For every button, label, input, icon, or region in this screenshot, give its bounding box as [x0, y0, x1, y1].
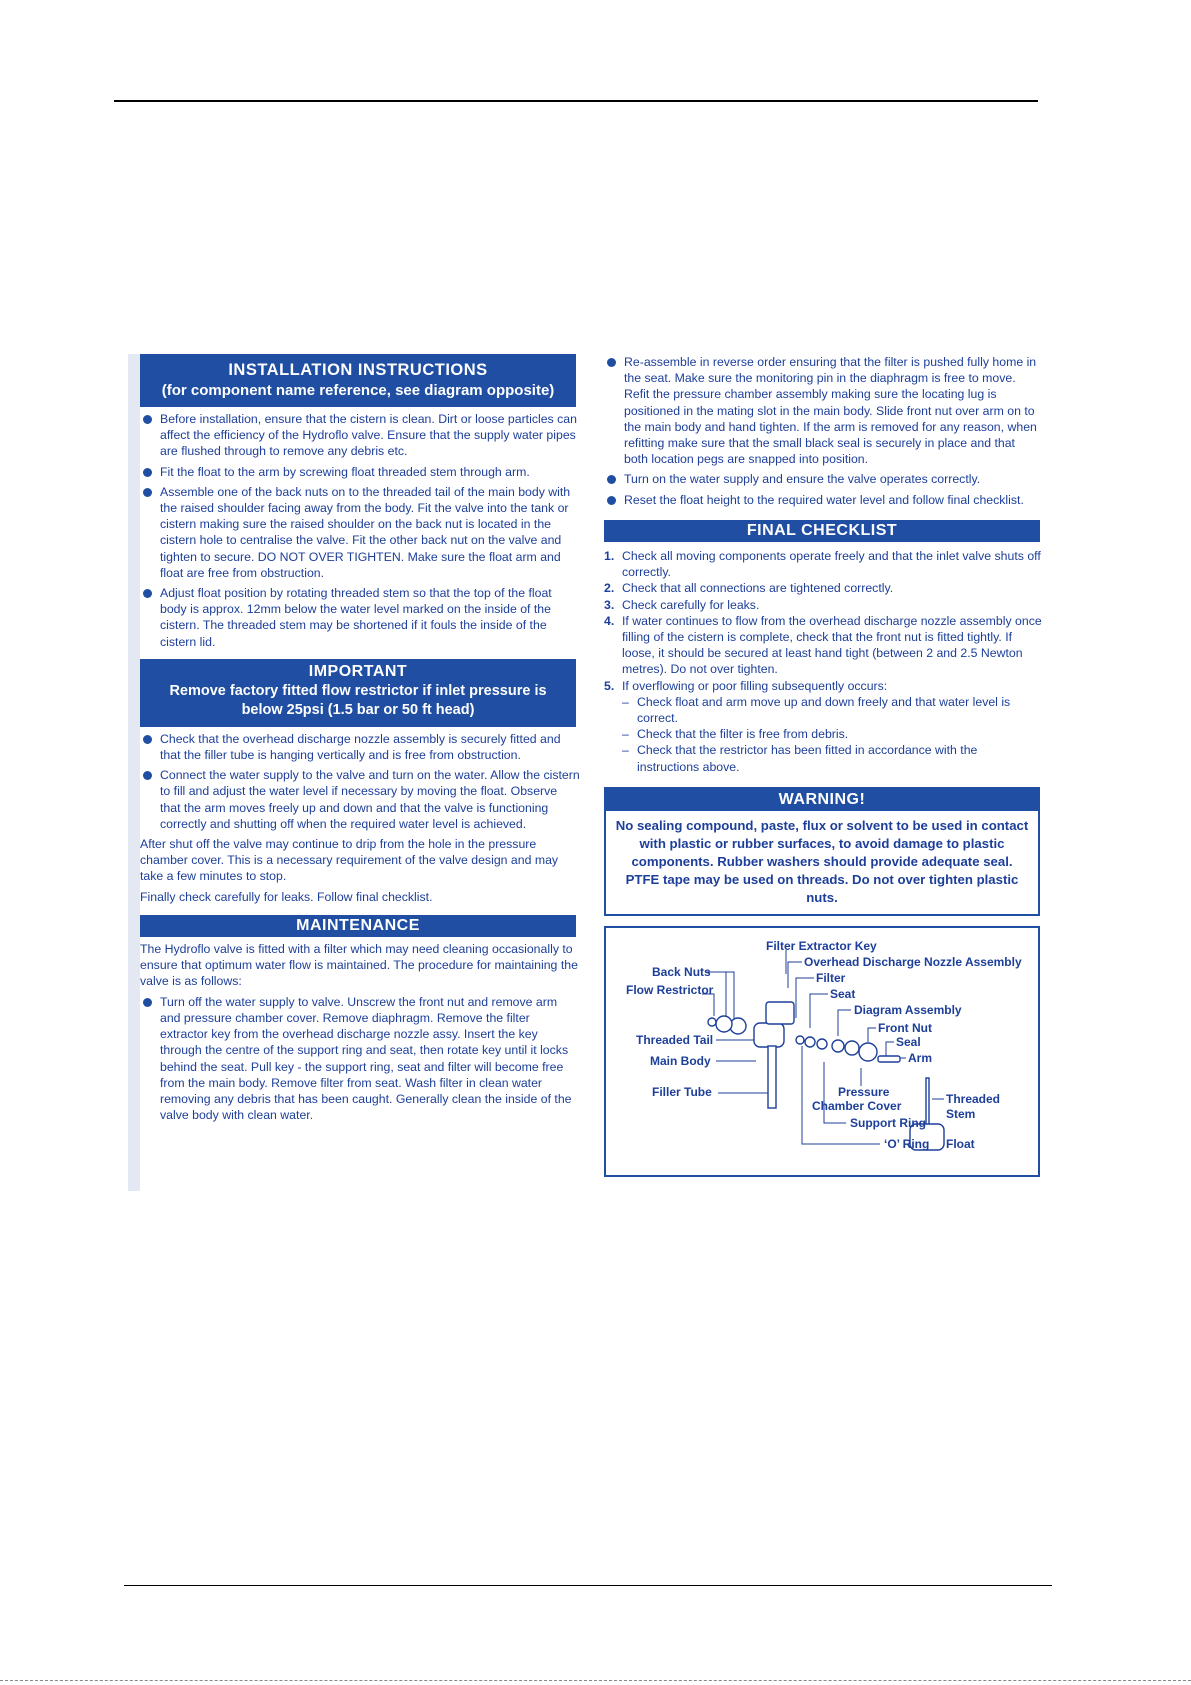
label-seat: Seat: [830, 987, 856, 1002]
installation-subtitle: (for component name reference, see diagram opposite): [161, 382, 555, 399]
seat-shape: [805, 1037, 815, 1047]
final-checklist-title: FINAL CHECKLIST: [746, 521, 898, 539]
list-item: Adjust float position by rotating threaded stem so that the top of the float body is approx. 12mm below the water level marked on the inside of the cistern. The threaded stem may be shortened if it fouls the inside of the cistern lid.: [140, 585, 580, 650]
warning-title: WARNING!: [778, 790, 866, 808]
drip-note: After shut off the valve may continue to drip from the hole in the pressure chamber cover. This is a necessary requirement of the valve design and may take a few minutes to stop.: [140, 837, 559, 884]
label-threaded-tail: Threaded Tail: [636, 1033, 714, 1048]
label-filter-extractor-key: Filter Extractor Key: [766, 939, 877, 954]
final-checklist-banner: [604, 520, 1040, 542]
label-diagram-assembly: Diagram Assembly: [854, 1003, 962, 1018]
label-flow-restrictor: Flow Restrictor: [626, 983, 714, 998]
component-diagram: [604, 926, 1040, 1177]
label-overhead-discharge: Overhead Discharge Nozzle Assembly: [804, 955, 1022, 970]
installation-title: INSTALLATION INSTRUCTIONS: [228, 361, 488, 379]
list-item: Reset the float height to the required water level and follow final checklist.: [604, 492, 1042, 508]
checklist-sub-item: – Check that the restrictor has been fitted in accordance with the instructions above.: [622, 742, 1042, 774]
list-item: Re-assemble in reverse order ensuring that the filter is pushed fully home in the seat. Make sure the monitoring pin in the diaphragm is free to move. Refit the pressure chamber assembly making sure the locating lug is positioned in the mating slot in the main body. Slide front nut over arm on to the main body and hand tighten. If the arm is removed for any reason, when refitting make sure that the small black seal is securely in place and that both location pegs are snapped into position.: [604, 354, 1042, 467]
leader-line: [838, 1010, 851, 1036]
label-support-ring: Support Ring: [850, 1116, 926, 1131]
checklist-item: 3. Check carefully for leaks.: [604, 597, 760, 612]
page-edge-rule: [0, 1680, 1191, 1681]
right-column: [604, 354, 1042, 1177]
checklist-item: 2. Check that all connections are tightened correctly.: [604, 581, 894, 596]
arm-shape: [878, 1056, 900, 1062]
important-line-1: Remove factory fitted flow restrictor if inlet pressure is: [169, 682, 547, 699]
important-banner: [140, 659, 576, 727]
checklist-sub-item: – Check float and arm move up and down freely and that water level is correct.: [622, 694, 1042, 726]
label-threaded: Threaded: [946, 1092, 1001, 1107]
list-item: Connect the water supply to the valve and turn on the water. Allow the cistern to fill and adjust the water level if necessary by moving the float. Observe that the arm moves freely up and down and that the valve is functioning correctly and shutting off when the required water level is achieved.: [140, 767, 580, 832]
label-filler-tube: Filler Tube: [652, 1085, 712, 1100]
warning-box: [604, 787, 1040, 916]
leak-note: Finally check carefully for leaks. Follow final checklist.: [140, 889, 433, 904]
maintenance-continued-list: [604, 354, 1042, 508]
maintenance-list: [128, 994, 580, 1124]
component-diagram-svg: [606, 928, 1038, 1175]
maintenance-title: MAINTENANCE: [296, 916, 420, 934]
leader-line: [702, 994, 714, 1016]
list-item: Before installation, ensure that the cistern is clean. Dirt or loose particles can affect the efficiency of the Hydroflo valve. Ensure that the supply water pipes are flushed through to remove any debris etc.: [140, 411, 580, 460]
label-stem: Stem: [946, 1107, 976, 1122]
list-item: Turn off the water supply to valve. Unscrew the front nut and remove arm and pressure chamber cover. Remove diaphragm. Remove the filter extractor key from the overhead discharge nozzle assy. Insert the key through the centre of the support ring and seat, then rotate key until it locks behind the seat. Pull key - the support ring, seat and filter will become free from the main body. Remove filter from seat. Wash filter in clean water removing any debris that has been caught. Generally clean the inside of the valve body with clean water.: [140, 994, 580, 1124]
label-float: Float: [946, 1137, 975, 1152]
checklist-item: 1. Check all moving components operate freely and that the inlet valve shuts off correctly.: [604, 549, 1041, 580]
list-item: Turn on the water supply and ensure the valve operates correctly.: [604, 471, 1042, 487]
front-nut-shape: [859, 1043, 877, 1061]
final-checklist-list: [604, 548, 1042, 775]
list-item: Check that the overhead discharge nozzle assembly is securely fitted and that the filler tube is hanging vertically and is free from obstruction.: [140, 731, 580, 763]
label-filter: Filter: [816, 971, 846, 986]
nozzle-assembly-shape: [766, 1002, 794, 1024]
checklist-sub-item: – Check that the filter is free from debris.: [622, 726, 1042, 742]
leader-line: [868, 1028, 876, 1042]
installation-banner: [140, 354, 576, 407]
leader-line: [886, 1042, 894, 1056]
list-item: Assemble one of the back nuts on to the threaded tail of the main body with the raised shoulder facing away from the body. Fit the valve into the tank or cistern making sure the raised shoulder on the back nut is located in the cistern hole to centralise the valve. Fit the other back nut on the valve and tighten to secure. DO NOT OVER TIGHTEN. Make sure the float arm and float are free from obstruction.: [140, 484, 580, 581]
label-back-nuts: Back Nuts: [652, 965, 711, 980]
important-list: [128, 731, 580, 832]
installation-list: [128, 411, 580, 650]
diaphragm-shape: [832, 1040, 844, 1052]
flow-restrictor-shape: [708, 1018, 716, 1026]
maintenance-intro: The Hydroflo valve is fitted with a filter which may need cleaning occasionally to ensure that optimum water flow is maintained. The procedure for maintaining the valve is as follows:: [140, 942, 578, 989]
checklist-item: 4. If water continues to flow from the overhead discharge nozzle assembly once filling of the cistern is complete, check that the front nut is fitted tightly. If loose, it should be secured at least hand tight (between 2 and 2.5 Newton metres). Do not over tighten.: [604, 613, 1042, 677]
bottom-rule: [124, 1585, 1052, 1586]
label-main-body: Main Body: [650, 1054, 711, 1069]
list-item: Fit the float to the arm by screwing float threaded stem through arm.: [140, 464, 580, 480]
back-nut-shape: [716, 1016, 732, 1032]
filler-tube-shape: [768, 1046, 776, 1108]
label-seal: Seal: [896, 1035, 921, 1050]
filter-shape: [796, 1036, 804, 1044]
maintenance-banner: [140, 915, 576, 937]
checklist-item: 5. If overflowing or poor filling subsequently occurs: – Check float and arm move up and down freely and that water level is correct. – Check that the filter is free from debris. – Check that the restrictor has been fitted in accordance with the instructions above.: [604, 678, 1042, 775]
label-pressure: Pressure: [838, 1085, 890, 1100]
pressure-chamber-shape: [845, 1041, 859, 1055]
label-arm: Arm: [908, 1051, 933, 1066]
main-body-shape: [754, 1023, 784, 1047]
leader-line: [706, 972, 726, 1022]
label-chamber-cover: Chamber Cover: [812, 1099, 902, 1114]
top-rule: [114, 100, 1038, 102]
leader-line: [796, 978, 814, 1018]
warning-banner: [606, 789, 1038, 811]
leader-line: [788, 962, 802, 988]
important-line-2: below 25psi (1.5 bar or 50 ft head): [241, 702, 475, 719]
leader-line: [810, 994, 828, 1028]
label-o-ring: ‘O’ Ring: [884, 1137, 930, 1152]
warning-text: No sealing compound, paste, flux or solvent to be used in contact with plastic or rubber surfaces, to avoid damage to plastic components. Rubber washers should provide adequate seal. PTFE tape may be used on threads. Do not over tighten plastic nuts.: [615, 818, 1029, 906]
left-column: [128, 354, 580, 1191]
threaded-stem-shape: [926, 1078, 929, 1126]
important-title: IMPORTANT: [308, 662, 408, 680]
checklist-sub-list: [622, 694, 1042, 775]
label-front-nut: Front Nut: [878, 1021, 932, 1036]
o-ring-shape: [817, 1039, 827, 1049]
